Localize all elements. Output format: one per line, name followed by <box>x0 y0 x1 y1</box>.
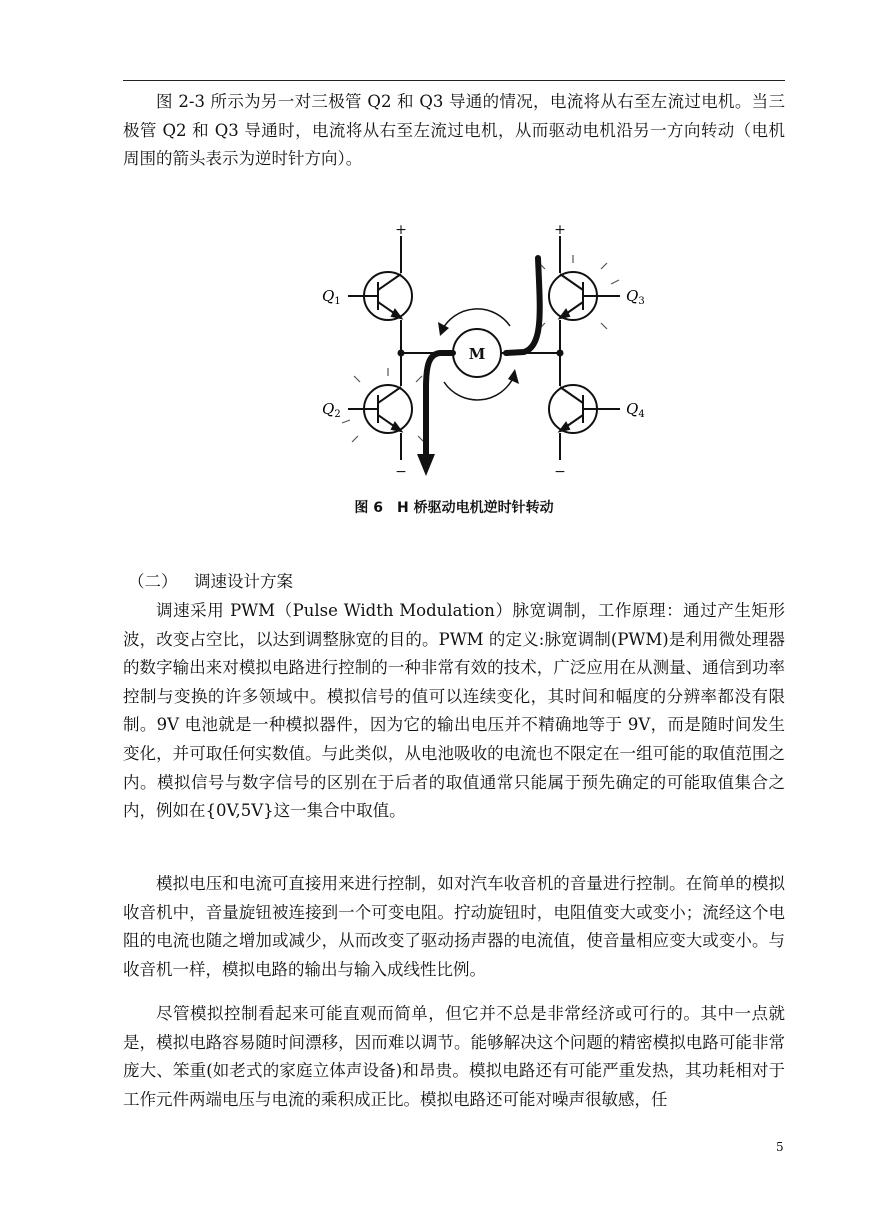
paragraph-analog-drawbacks: 尽管模拟控制看起来可能直观而简单，但它并不总是非常经济或可行的。其中一点就是，模拟电路容易随时间漂移，因而难以调节。能够解决这个问题的精密模拟电路可能非常庞大、笨重(如老式的家庭立体声设备)和昂贵。模拟电路还有可能严重发热，其功耗相对于工作元件两端电压与电流的乘积成正比。模拟电路还可能对噪声很敏感，任 <box>123 1004 785 1109</box>
intro-paragraph: 图 2-3 所示为另一对三极管 Q2 和 Q3 导通的情况，电流将从右至左流过电机。当三极管 Q2 和 Q3 导通时，电流将从右至左流过电机，从而驱动电机沿另一方向转动（电机周围的箭头表示为逆时针方向）。 <box>123 92 785 169</box>
current-path-arrowhead <box>417 454 435 476</box>
label-q1: $Q_1$ <box>322 287 341 307</box>
transistor-q1-symbol <box>348 272 412 320</box>
motor-label: M <box>468 345 486 363</box>
section-number: （二） <box>128 572 178 591</box>
header-rule <box>123 80 785 81</box>
q3-glow-rays <box>539 255 619 329</box>
ccw-arrow-top <box>442 309 510 330</box>
page-number: 5 <box>776 1140 784 1154</box>
minus-left: − <box>395 464 407 480</box>
transistor-q4-symbol <box>549 385 620 433</box>
minus-right: − <box>554 464 566 480</box>
plus-right: + <box>554 222 566 238</box>
plus-left: + <box>395 222 407 238</box>
ccw-arrow-top-head <box>438 322 449 336</box>
ccw-arrow-bottom-head <box>508 369 519 384</box>
section-heading <box>128 568 293 592</box>
ccw-arrow-bottom <box>444 376 514 400</box>
transistor-q3-symbol <box>549 272 620 320</box>
label-q3: $Q_3$ <box>626 287 645 307</box>
left-node-dot <box>398 350 405 357</box>
figure-caption: 图 6 H 桥驱动电机逆时针转动 <box>354 500 554 516</box>
section-title: 调速设计方案 <box>194 572 293 591</box>
label-q2: $Q_2$ <box>322 400 341 420</box>
h-bridge-figure <box>300 218 660 483</box>
transistor-q2-symbol <box>348 385 412 433</box>
paragraph-pwm: 调速采用 PWM（Pulse Width Modulation）脉宽调制，工作原理：通过产生矩形波，改变占空比，以达到调整脉宽的目的。PWM 的定义:脉宽调制(PWM)是利用微处理器的数字输出来对模拟电路进行控制的一种非常有效的技术，广泛应用在从测量、通信到功率控制与变换的许多领域中。模拟信号的值可以连续变化，其时间和幅度的分辨率都没有限制。9V 电池就是一种模拟器件，因为它的输出电压并不精确地等于 9V，而是随时间发生变化，并可取任何实数值。与此类似，从电池吸收的电流也不限定在一组可能的取值范围之内。模拟信号与数字信号的区别在于后者的取值通常只能属于预先确定的可能取值集合之内，例如在{0V,5V}这一集合中取值。 <box>123 601 785 821</box>
paragraph-analog-control: 模拟电压和电流可直接用来进行控制，如对汽车收音机的音量进行控制。在简单的模拟收音机中，音量旋钮被连接到一个可变电阻。拧动旋钮时，电阻值变大或变小；流经这个电阻的电流也随之增加或减少，从而改变了驱动扬声器的电流值，使音量相应变大或变小。与收音机一样，模拟电路的输出与输入成线性比例。 <box>123 874 785 979</box>
right-node-dot <box>557 350 564 357</box>
label-q4: $Q_4$ <box>626 400 645 420</box>
